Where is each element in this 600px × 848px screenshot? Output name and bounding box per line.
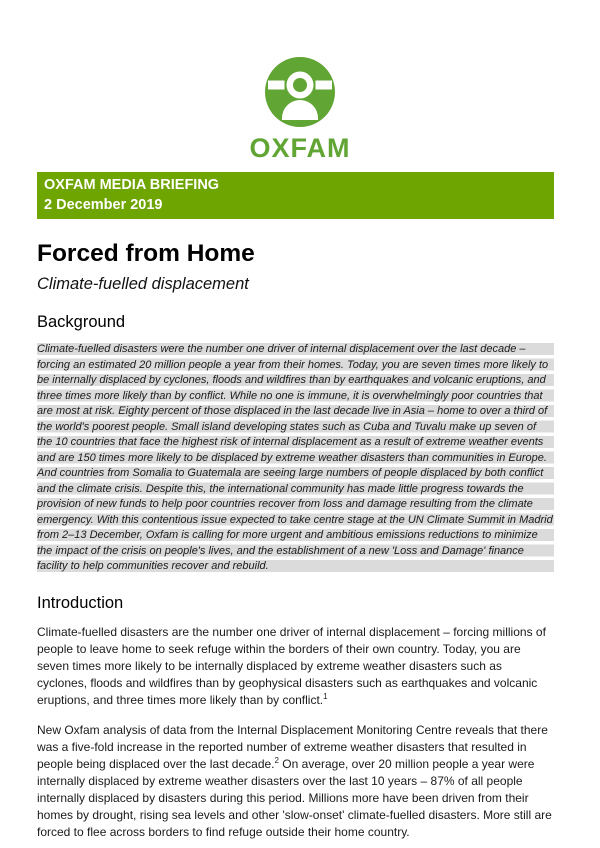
intro-paragraph-2-text-a: New Oxfam analysis of data from the Internal Displacement Monitoring Centre reveals that there was a five-fold increase in the reported number of extreme weather disasters that resulted in people being displaced over the last decade. <box>37 722 548 771</box>
footnote-ref-2: 2 <box>274 755 279 765</box>
page-title: Forced from Home <box>37 240 255 267</box>
footnote-ref-1: 1 <box>323 691 328 701</box>
oxfam-logo <box>37 57 563 164</box>
page-subtitle: Climate-fuelled displacement <box>37 275 249 293</box>
banner-date: 2 December 2019 <box>44 197 163 213</box>
oxfam-logo-icon <box>265 57 335 127</box>
background-heading: Background <box>37 313 126 331</box>
background-summary-text: Climate-fuelled disasters were the number one driver of internal displacement over the last decade – forcing an estimated 20 million people a year from their homes. Today, you are seven times more likely to be internally displaced by cyclones, floods and wildfires than by earthquakes and volcanic eruptions, and three times more likely than by conflict. While no one is immune, it is overwhelmingly poor countries that are most at risk. Eighty percent of those displaced in the last decade live in Asia – home to over a third of the world's poorest people. Small island developing states such as Cuba and Tuvalu make up seven of the 10 countries that face the highest risk of internal displacement as a result of extreme weather events and are 150 times more likely to be displaced by extreme weather disasters than communities in Europe. And countries from Somalia to Guatemala are seeing large numbers of people displaced by both conflict and the climate crisis. Despite this, the international community has made little progress towards the provision of new funds to help poor countries recover from loss and damage resulting from the climate emergency. With this contentious issue expected to take centre stage at the UN Climate Summit in Madrid from 2–13 December, Oxfam is calling for more urgent and ambitious emissions reductions to minimize the impact of the crisis on people's lives, and the establishment of a new 'Loss and Damage' finance facility to help communities recover and rebuild. <box>37 342 554 575</box>
banner-title: OXFAM MEDIA BRIEFING <box>44 177 220 193</box>
intro-paragraph-1 <box>37 624 554 709</box>
media-briefing-banner <box>37 172 554 219</box>
intro-paragraph-1-text: Climate-fuelled disasters are the number one driver of internal displacement – forcing millions of people to leave home to seek refuge within the borders of their own country. Today, you are seven times more likely to be internally displaced by extreme weather disasters such as cyclones, floods and wildfires than by geophysical disasters such as earthquakes and volcanic eruptions, and three times more likely than by conflict. <box>37 624 546 707</box>
intro-paragraph-2 <box>37 722 554 841</box>
introduction-heading: Introduction <box>37 593 124 612</box>
oxfam-wordmark: OXFAM <box>249 133 351 163</box>
intro-paragraph-2-text-b: On average, over 20 million people a year were internally displaced by extreme weather disasters over the last 10 years – 87% of all people internally displaced by disasters during this period. Millions more have been driven from their homes by drought, rising sea levels and other 'slow-onset' climate-fuelled disasters. More still are forced to flee across borders to find refuge outside their home country. <box>37 756 552 839</box>
